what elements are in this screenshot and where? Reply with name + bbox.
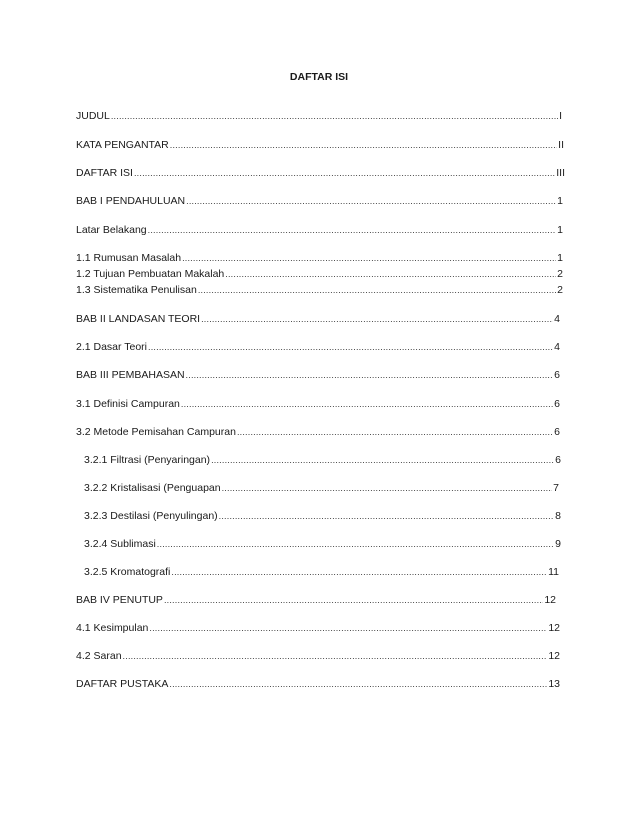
- toc-entry-page: 6: [554, 398, 560, 410]
- toc-entry-label: 1.2 Tujuan Pembuatan Makalah: [76, 268, 225, 280]
- toc-entry-label: 1.1 Rumusan Masalah: [76, 252, 182, 264]
- dot-leader: [148, 342, 553, 352]
- toc-entry-page: 1: [557, 224, 563, 236]
- dot-leader: [157, 539, 554, 549]
- toc-entry-2-1: [76, 341, 560, 355]
- toc-entry-label: 3.1 Definisi Campuran: [76, 398, 180, 410]
- dot-leader: [182, 253, 556, 263]
- toc-entry-label: 3.2.2 Kristalisasi (Penguapan: [84, 482, 221, 494]
- toc-entry-page: 6: [554, 426, 560, 438]
- toc-entry-label: BAB IV PENUTUP: [76, 594, 163, 606]
- toc-entry-bab-2: [76, 313, 560, 327]
- dot-leader: [134, 168, 555, 178]
- toc-entry-3-2: [76, 426, 560, 440]
- toc-entry-label: 3.2.4 Sublimasi: [84, 538, 156, 550]
- toc-entry-4-2: [76, 650, 560, 664]
- dot-leader: [225, 269, 556, 279]
- toc-entry-page: 1: [557, 252, 563, 264]
- toc-entry-label: BAB I PENDAHULUAN: [76, 195, 186, 207]
- dot-leader: [186, 196, 556, 206]
- toc-entry-3-2-1: [84, 454, 561, 468]
- toc-entry-label: 3.2 Metode Pemisahan Campuran: [76, 426, 236, 438]
- toc-entry-3-2-4: [84, 538, 561, 552]
- toc-entry-daftar-isi: [76, 167, 565, 181]
- toc-entry-page: III: [556, 167, 565, 179]
- toc-entry-daftar-pustaka: [76, 678, 560, 692]
- toc-entry-label: 3.2.3 Destilasi (Penyulingan): [84, 510, 218, 522]
- dot-leader: [219, 511, 555, 521]
- toc-entry-page: 8: [555, 510, 561, 522]
- toc-entry-label: 4.2 Saran: [76, 650, 122, 662]
- dot-leader: [111, 111, 558, 121]
- toc-entry-4-1: [76, 622, 560, 636]
- toc-entry-label: KATA PENGANTAR: [76, 139, 169, 151]
- toc-entry-3-2-5: [84, 566, 559, 580]
- toc-entry-page: 4: [554, 341, 560, 353]
- toc-entry-label: DAFTAR PUSTAKA: [76, 678, 169, 690]
- toc-entry-page: 13: [548, 678, 560, 690]
- page-title: DAFTAR ISI: [289, 71, 349, 83]
- dot-leader: [201, 314, 553, 324]
- toc-entry-1-1: [76, 252, 563, 266]
- toc-entry-page: II: [558, 139, 564, 151]
- toc-entry-3-1: [76, 398, 560, 412]
- toc-entry-label: 1.3 Sistematika Penulisan: [76, 284, 197, 296]
- toc-entry-bab-1: [76, 195, 563, 209]
- toc-entry-3-2-3: [84, 510, 561, 524]
- toc-entry-label: 3.2.1 Filtrasi (Penyaringan): [84, 454, 211, 466]
- dot-leader: [181, 399, 553, 409]
- toc-entry-kata-pengantar: [76, 139, 564, 153]
- dot-leader: [149, 623, 547, 633]
- toc-entry-page: 4: [554, 313, 560, 325]
- toc-entry-label: JUDUL: [76, 110, 110, 122]
- toc-entry-label: BAB II LANDASAN TEORI: [76, 313, 201, 325]
- toc-entry-page: 6: [554, 369, 560, 381]
- dot-leader: [211, 455, 554, 465]
- toc-entry-1-2: [76, 268, 563, 282]
- toc-entry-page: 1: [557, 195, 563, 207]
- toc-entry-page: I: [559, 110, 562, 122]
- toc-entry-page: 6: [555, 454, 561, 466]
- toc-entry-page: 12: [544, 594, 556, 606]
- toc-entry-label: BAB III PEMBAHASAN: [76, 369, 185, 381]
- dot-leader: [198, 285, 556, 295]
- toc-entry-judul: [76, 110, 562, 124]
- toc-entry-page: 9: [555, 538, 561, 550]
- dot-leader: [148, 225, 557, 235]
- toc-entry-label: DAFTAR ISI: [76, 167, 133, 179]
- dot-leader: [169, 679, 547, 689]
- dot-leader: [170, 140, 557, 150]
- dot-leader: [123, 651, 548, 661]
- toc-entry-label: 2.1 Dasar Teori: [76, 341, 148, 353]
- toc-entry-latar-belakang: [76, 224, 563, 238]
- toc-entry-page: 12: [548, 650, 560, 662]
- dot-leader: [186, 370, 554, 380]
- dot-leader: [222, 483, 553, 493]
- toc-entry-page: 2: [557, 268, 563, 280]
- dot-leader: [164, 595, 543, 605]
- toc-entry-1-3: [76, 284, 563, 298]
- toc-entry-label: 3.2.5 Kromatografi: [84, 566, 171, 578]
- toc-entry-page: 12: [548, 622, 560, 634]
- toc-entry-label: 4.1 Kesimpulan: [76, 622, 149, 634]
- toc-entry-page: 2: [557, 284, 563, 296]
- toc-entry-bab-3: [76, 369, 560, 383]
- toc-entry-page: 11: [548, 566, 559, 578]
- toc-entry-page: 7: [553, 482, 559, 494]
- toc-entry-3-2-2: [84, 482, 559, 496]
- toc-entry-bab-4: [76, 594, 556, 608]
- toc-entry-label: Latar Belakang: [76, 224, 147, 236]
- dot-leader: [171, 567, 547, 577]
- dot-leader: [237, 427, 553, 437]
